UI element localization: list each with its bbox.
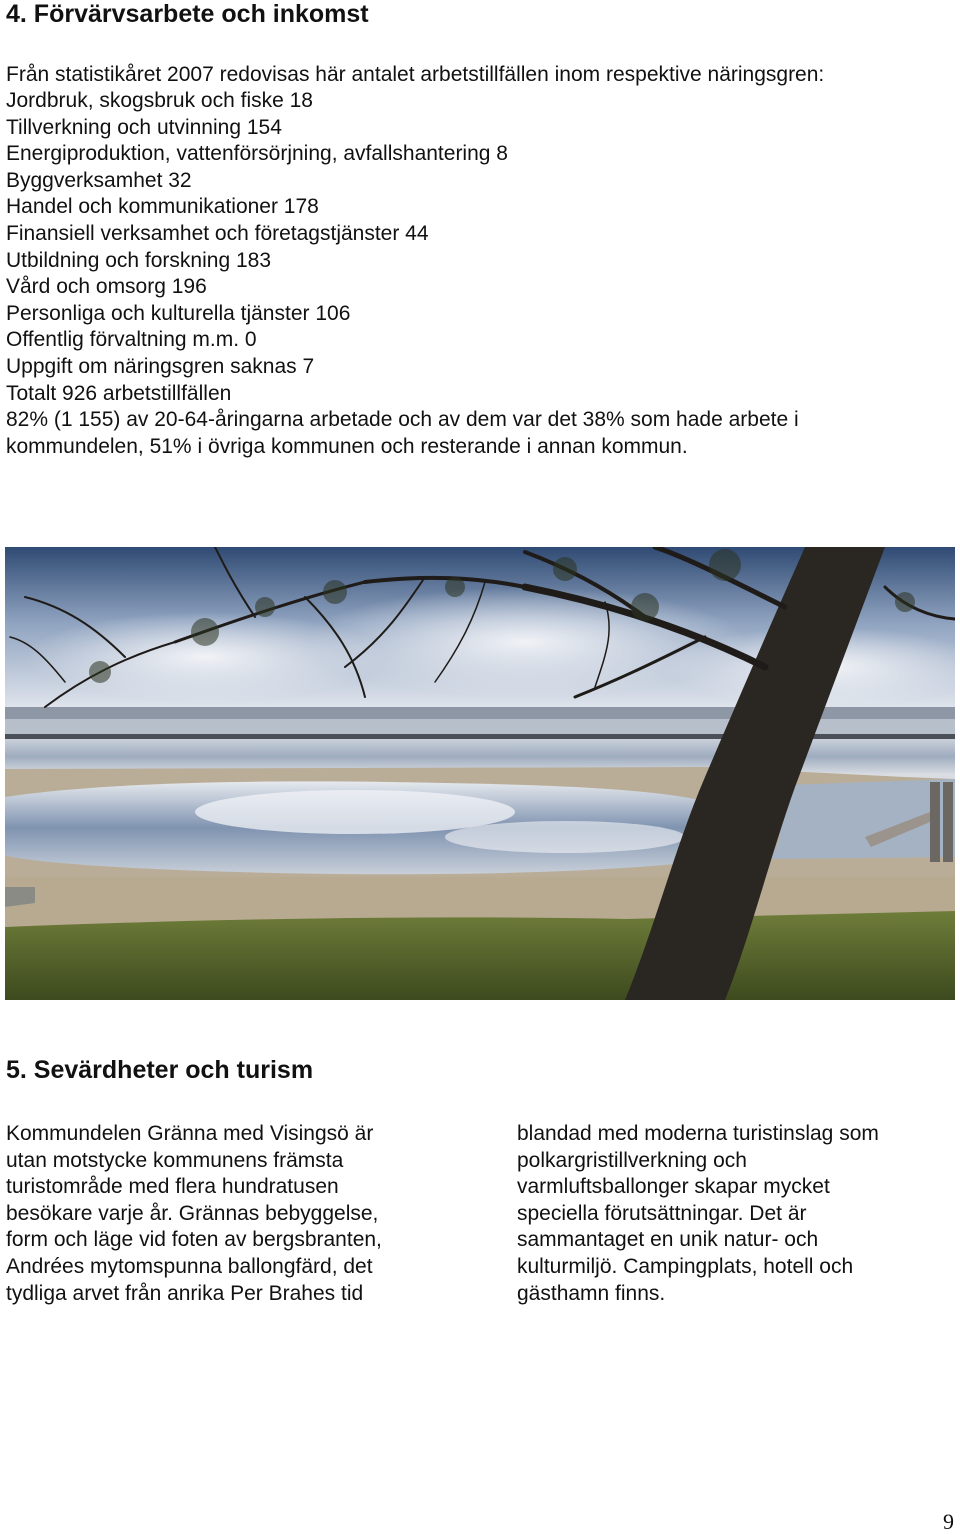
section-5-heading: 5. Sevärdheter och turism bbox=[6, 1056, 314, 1084]
industry-item: Vård och omsorg 196 bbox=[6, 275, 207, 299]
industry-item: Tillverkning och utvinning 154 bbox=[6, 115, 282, 139]
tourism-text-left bbox=[6, 1121, 436, 1307]
text-line: Kommundelen Gränna med Visingsö är bbox=[6, 1122, 374, 1145]
industry-item: Personliga och kulturella tjänster 106 bbox=[6, 301, 351, 325]
page-number: 9 bbox=[943, 1509, 954, 1534]
industry-item: Byggverksamhet 32 bbox=[6, 168, 192, 192]
industry-item: Jordbruk, skogsbruk och fiske 18 bbox=[6, 89, 313, 112]
tourism-text-right bbox=[517, 1121, 947, 1307]
text-line: tydliga arvet från anrika Per Brahes tid bbox=[6, 1281, 364, 1305]
text-line: kulturmiljö. Campingplats, hotell och bbox=[517, 1254, 854, 1278]
text-line: polkargristillverkning och bbox=[517, 1148, 747, 1172]
industry-item: Finansiell verksamhet och företagstjänster 44 bbox=[6, 221, 429, 245]
industry-list bbox=[6, 88, 508, 407]
lakeside-tree-photo bbox=[5, 547, 955, 1000]
industry-item: Handel och kommunikationer 178 bbox=[6, 195, 319, 219]
industry-item: Offentlig förvaltning m.m. 0 bbox=[6, 328, 257, 352]
total-jobs: Totalt 926 arbetstillfällen bbox=[6, 381, 232, 405]
text-line: Andrées mytomspunna ballongfärd, det bbox=[6, 1254, 373, 1278]
text-line: utan motstycke kommunens främsta bbox=[6, 1148, 344, 1172]
section-4-heading: 4. Förvärvsarbete och inkomst bbox=[6, 0, 369, 28]
industry-item: Uppgift om näringsgren saknas 7 bbox=[6, 354, 315, 378]
text-line: form och läge vid foten av bergsbranten, bbox=[6, 1228, 382, 1252]
industry-item: Energiproduktion, vattenförsörjning, avfallshantering 8 bbox=[6, 142, 508, 166]
employment-summary: 82% (1 155) av 20-64-åringarna arbetade och av dem var det 38% som hade arbete i kommundelen, 51% i övriga kommunen och resterande i annan kommun. bbox=[6, 408, 799, 458]
industry-item: Utbildning och forskning 183 bbox=[6, 248, 272, 272]
text-line: turistområde med flera hundratusen bbox=[6, 1175, 339, 1199]
text-line: sammantaget en unik natur- och bbox=[517, 1228, 819, 1252]
text-line: gästhamn finns. bbox=[517, 1281, 666, 1305]
text-line: besökare varje år. Grännas bebyggelse, bbox=[6, 1201, 379, 1225]
text-line: speciella förutsättningar. Det är bbox=[517, 1201, 807, 1225]
text-line: blandad med moderna turistinslag som bbox=[517, 1122, 879, 1145]
intro-text: Från statistikåret 2007 redovisas här antalet arbetstillfällen inom respektive näringsgren: bbox=[6, 63, 825, 86]
text-line: varmluftsballonger skapar mycket bbox=[517, 1175, 830, 1199]
